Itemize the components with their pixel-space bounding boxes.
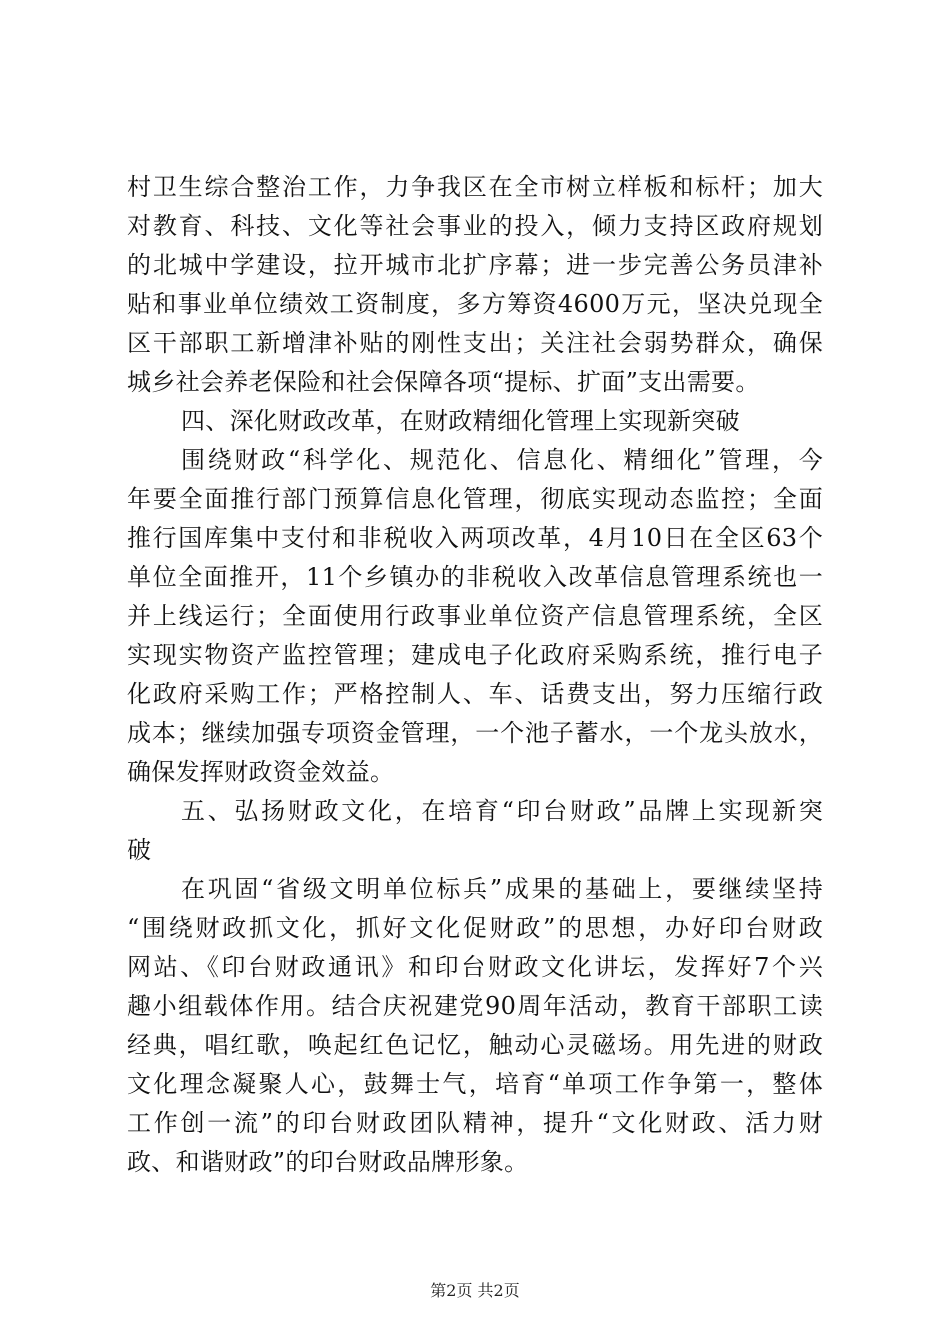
body-text-line: “围绕财政抓文化，抓好文化促财政”的思想，办好印台财政 — [127, 914, 823, 942]
body-text-line: 趣小组载体作用。结合庆祝建党90周年活动，教育干部职工读 — [127, 992, 823, 1020]
body-text-line: 成本；继续加强专项资金管理，一个池子蓄水，一个龙头放水， — [127, 719, 823, 747]
body-text-line: 工作创一流”的印台财政团队精神，提升“文化财政、活力财 — [127, 1109, 823, 1137]
body-text-line: 网站、《印台财政通讯》和印台财政文化讲坛，发挥好7个兴 — [127, 953, 823, 981]
body-text-line: 村卫生综合整治工作，力争我区在全市树立样板和标杆；加大 — [127, 173, 823, 201]
body-text-line: 区干部职工新增津补贴的刚性支出；关注社会弱势群众，确保 — [127, 329, 823, 357]
body-text-line: 推行国库集中支付和非税收入两项改革，4月10日在全区63个 — [127, 524, 823, 552]
body-text-line: 城乡社会养老保险和社会保障各项“提标、扩面”支出需要。 — [127, 368, 760, 396]
body-text-line: 年要全面推行部门预算信息化管理，彻底实现动态监控；全面 — [127, 485, 823, 513]
body-text-line: 并上线运行；全面使用行政事业单位资产信息管理系统，全区 — [127, 602, 823, 630]
document-body — [127, 168, 823, 1182]
body-text-line: 确保发挥财政资金效益。 — [127, 758, 395, 786]
body-text-line: 实现实物资产监控管理；建成电子化政府采购系统，推行电子 — [127, 641, 823, 669]
body-text-line: 政、和谐财政”的印台财政品牌形象。 — [127, 1148, 529, 1176]
body-text-line: 的北城中学建设，拉开城市北扩序幕；进一步完善公务员津补 — [127, 251, 823, 279]
body-text-line: 贴和事业单位绩效工资制度，多方筹资4600万元，坚决兑现全 — [127, 290, 823, 318]
body-text-line: 五、弘扬财政文化，在培育“印台财政”品牌上实现新突 — [181, 797, 823, 825]
body-text-line: 四、深化财政改革，在财政精细化管理上实现新突破 — [181, 407, 740, 435]
body-text-line: 单位全面推开，11个乡镇办的非税收入改革信息管理系统也一 — [127, 563, 823, 591]
body-text-line: 对教育、科技、文化等社会事业的投入，倾力支持区政府规划 — [127, 212, 823, 240]
body-text-line: 破 — [127, 836, 152, 864]
body-text-line: 在巩固“省级文明单位标兵”成果的基础上，要继续坚持 — [181, 875, 823, 903]
body-text-line: 文化理念凝聚人心，鼓舞士气，培育“单项工作争第一，整体 — [127, 1070, 823, 1098]
body-text-line: 化政府采购工作；严格控制人、车、话费支出，努力压缩行政 — [127, 680, 823, 708]
body-text-line: 经典，唱红歌，唤起红色记忆，触动心灵磁场。用先进的财政 — [127, 1031, 823, 1059]
body-text-line: 围绕财政“科学化、规范化、信息化、精细化”管理，今 — [181, 446, 823, 474]
page-footer: 第2页 共2页 — [430, 1281, 520, 1300]
